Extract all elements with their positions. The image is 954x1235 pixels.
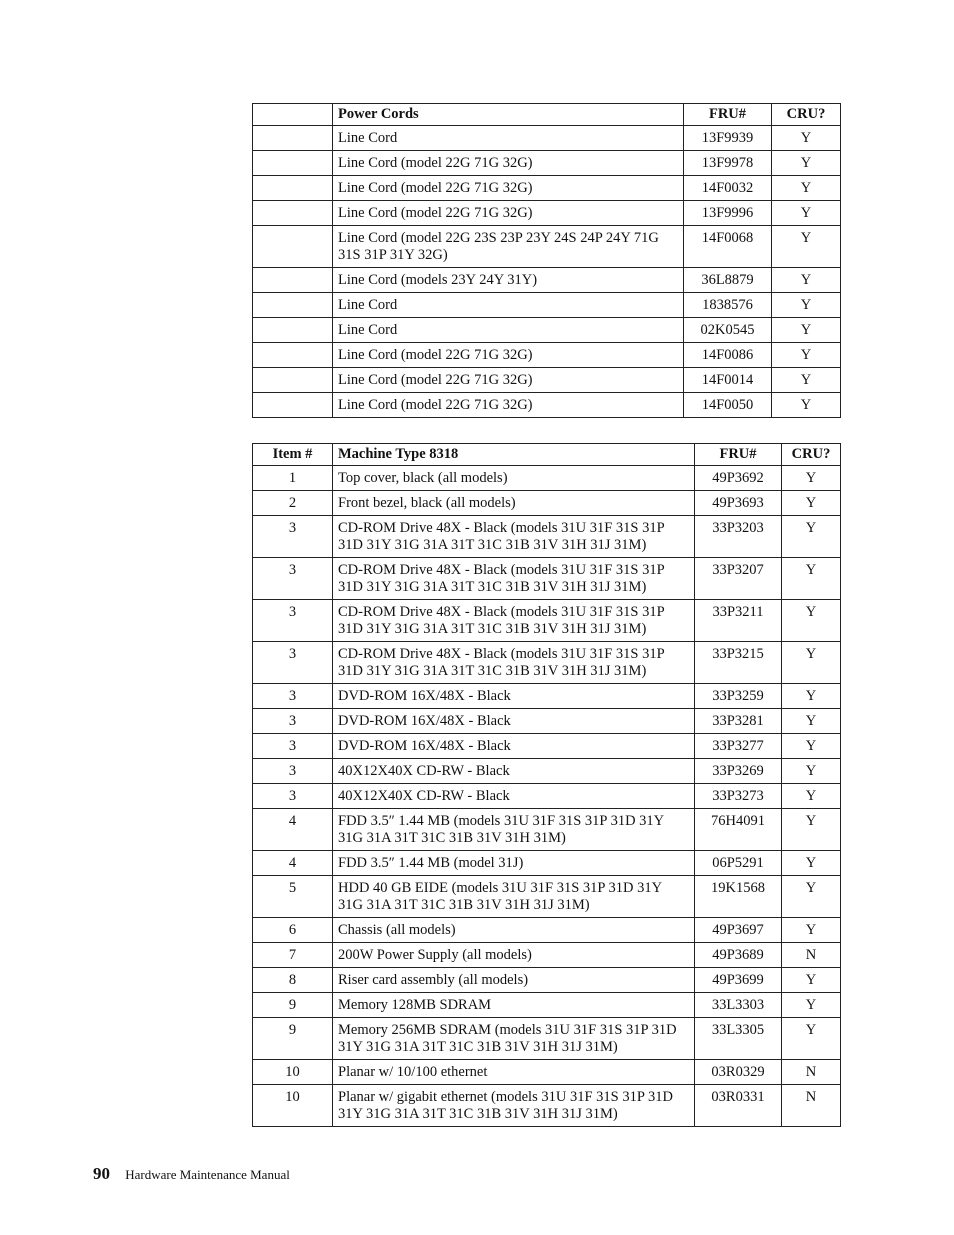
cell-description: 200W Power Supply (all models) <box>333 943 695 968</box>
cell-item <box>253 343 333 368</box>
cell-description: DVD-ROM 16X/48X - Black <box>333 734 695 759</box>
cell-cru: Y <box>782 968 841 993</box>
table-row <box>253 918 841 943</box>
power-cords-header-row <box>253 104 841 126</box>
cell-fru: 33P3203 <box>695 516 782 558</box>
cell-cru: Y <box>782 759 841 784</box>
cell-fru: 14F0014 <box>684 368 772 393</box>
page-footer <box>93 1164 290 1184</box>
table-row <box>253 734 841 759</box>
cell-item <box>253 176 333 201</box>
cell-item: 9 <box>253 1018 333 1060</box>
table-row <box>253 201 841 226</box>
page-number: 90 <box>93 1164 110 1183</box>
cell-fru: 13F9939 <box>684 126 772 151</box>
table-row <box>253 126 841 151</box>
header-item-number: Item # <box>253 444 333 466</box>
cell-fru: 33P3211 <box>695 600 782 642</box>
table-row <box>253 558 841 600</box>
cell-cru: Y <box>782 491 841 516</box>
cell-description: Planar w/ gigabit ethernet (models 31U 31F 31S 31P 31D 31Y 31G 31A 31T 31C 31B 31V 31H 31J 31M) <box>333 1085 695 1127</box>
machine-type-parts-table <box>252 443 841 1127</box>
cell-item <box>253 268 333 293</box>
cell-item: 3 <box>253 600 333 642</box>
cell-cru: Y <box>782 600 841 642</box>
power-cords-table <box>252 103 841 418</box>
cell-description: 40X12X40X CD-RW - Black <box>333 784 695 809</box>
table-row <box>253 1018 841 1060</box>
cell-cru: Y <box>772 318 841 343</box>
cell-cru: N <box>782 943 841 968</box>
cell-cru: Y <box>782 918 841 943</box>
cell-description: Line Cord <box>333 293 684 318</box>
table-row <box>253 968 841 993</box>
table-row <box>253 466 841 491</box>
cell-fru: 06P5291 <box>695 851 782 876</box>
table-row <box>253 393 841 418</box>
cell-cru: Y <box>772 126 841 151</box>
cell-cru: Y <box>782 516 841 558</box>
cell-description: CD-ROM Drive 48X - Black (models 31U 31F 31S 31P 31D 31Y 31G 31A 31T 31C 31B 31V 31H 31J 31M) <box>333 516 695 558</box>
table-row <box>253 993 841 1018</box>
cell-cru: Y <box>782 784 841 809</box>
cell-description: FDD 3.5″ 1.44 MB (models 31U 31F 31S 31P 31D 31Y 31G 31A 31T 31C 31B 31V 31H 31M) <box>333 809 695 851</box>
cell-fru: 49P3699 <box>695 968 782 993</box>
cell-description: Top cover, black (all models) <box>333 466 695 491</box>
cell-item: 1 <box>253 466 333 491</box>
header-item <box>253 104 333 126</box>
cell-description: Line Cord (model 22G 71G 32G) <box>333 343 684 368</box>
cell-item: 6 <box>253 918 333 943</box>
table-row <box>253 176 841 201</box>
cell-item <box>253 293 333 318</box>
cell-fru: 14F0086 <box>684 343 772 368</box>
cell-item: 3 <box>253 734 333 759</box>
cell-description: Planar w/ 10/100 ethernet <box>333 1060 695 1085</box>
table-row <box>253 1085 841 1127</box>
cell-description: Memory 128MB SDRAM <box>333 993 695 1018</box>
cell-item: 9 <box>253 993 333 1018</box>
cell-item: 8 <box>253 968 333 993</box>
cell-fru: 33P3277 <box>695 734 782 759</box>
cell-description: DVD-ROM 16X/48X - Black <box>333 684 695 709</box>
cell-description: Line Cord (models 23Y 24Y 31Y) <box>333 268 684 293</box>
table-row <box>253 784 841 809</box>
header-power-cords: Power Cords <box>333 104 684 126</box>
cell-fru: 13F9978 <box>684 151 772 176</box>
cell-description: Line Cord <box>333 126 684 151</box>
cell-item: 4 <box>253 851 333 876</box>
cell-cru: Y <box>772 201 841 226</box>
cell-item: 3 <box>253 516 333 558</box>
table-row <box>253 318 841 343</box>
table-row <box>253 516 841 558</box>
cell-item <box>253 318 333 343</box>
cell-fru: 33P3281 <box>695 709 782 734</box>
cell-cru: Y <box>772 176 841 201</box>
cell-description: Line Cord (model 22G 71G 32G) <box>333 368 684 393</box>
cell-item: 3 <box>253 759 333 784</box>
cell-description: Front bezel, black (all models) <box>333 491 695 516</box>
cell-cru: Y <box>782 558 841 600</box>
header-machine-type: Machine Type 8318 <box>333 444 695 466</box>
cell-cru: N <box>782 1060 841 1085</box>
table-row <box>253 851 841 876</box>
cell-cru: Y <box>782 851 841 876</box>
cell-description: DVD-ROM 16X/48X - Black <box>333 709 695 734</box>
table-row <box>253 943 841 968</box>
table-row <box>253 368 841 393</box>
table-row <box>253 709 841 734</box>
cell-cru: Y <box>772 151 841 176</box>
cell-fru: 49P3697 <box>695 918 782 943</box>
cell-item: 10 <box>253 1085 333 1127</box>
cell-cru: Y <box>782 993 841 1018</box>
header-fru: FRU# <box>695 444 782 466</box>
cell-fru: 33P3269 <box>695 759 782 784</box>
cell-fru: 02K0545 <box>684 318 772 343</box>
parts-header-row <box>253 444 841 466</box>
table-row <box>253 293 841 318</box>
cell-description: CD-ROM Drive 48X - Black (models 31U 31F 31S 31P 31D 31Y 31G 31A 31T 31C 31B 31V 31H 31J 31M) <box>333 600 695 642</box>
cell-fru: 03R0331 <box>695 1085 782 1127</box>
cell-fru: 49P3689 <box>695 943 782 968</box>
cell-item: 4 <box>253 809 333 851</box>
cell-description: Line Cord (model 22G 71G 32G) <box>333 201 684 226</box>
cell-description: Line Cord (model 22G 71G 32G) <box>333 393 684 418</box>
cell-cru: Y <box>782 466 841 491</box>
table-row <box>253 226 841 268</box>
cell-description: 40X12X40X CD-RW - Black <box>333 759 695 784</box>
cell-fru: 33P3273 <box>695 784 782 809</box>
cell-item: 2 <box>253 491 333 516</box>
cell-cru: Y <box>772 368 841 393</box>
cell-cru: Y <box>772 226 841 268</box>
cell-description: CD-ROM Drive 48X - Black (models 31U 31F 31S 31P 31D 31Y 31G 31A 31T 31C 31B 31V 31H 31J 31M) <box>333 558 695 600</box>
cell-cru: Y <box>782 809 841 851</box>
header-cru: CRU? <box>782 444 841 466</box>
cell-item: 3 <box>253 642 333 684</box>
cell-fru: 49P3693 <box>695 491 782 516</box>
manual-title: Hardware Maintenance Manual <box>125 1167 290 1182</box>
cell-item: 3 <box>253 709 333 734</box>
cell-fru: 03R0329 <box>695 1060 782 1085</box>
table-row <box>253 600 841 642</box>
cell-fru: 19K1568 <box>695 876 782 918</box>
cell-cru: Y <box>772 343 841 368</box>
cell-item: 5 <box>253 876 333 918</box>
cell-fru: 1838576 <box>684 293 772 318</box>
cell-description: Riser card assembly (all models) <box>333 968 695 993</box>
table-row <box>253 876 841 918</box>
cell-fru: 33L3303 <box>695 993 782 1018</box>
table-row <box>253 151 841 176</box>
cell-fru: 36L8879 <box>684 268 772 293</box>
cell-fru: 33L3305 <box>695 1018 782 1060</box>
cell-item: 10 <box>253 1060 333 1085</box>
cell-item <box>253 201 333 226</box>
cell-item <box>253 393 333 418</box>
cell-cru: Y <box>772 293 841 318</box>
cell-cru: Y <box>782 642 841 684</box>
cell-item: 3 <box>253 684 333 709</box>
table-row <box>253 343 841 368</box>
cell-cru: Y <box>772 268 841 293</box>
cell-item: 3 <box>253 558 333 600</box>
cell-description: Line Cord <box>333 318 684 343</box>
cell-description: HDD 40 GB EIDE (models 31U 31F 31S 31P 31D 31Y 31G 31A 31T 31C 31B 31V 31H 31J 31M) <box>333 876 695 918</box>
cell-item <box>253 226 333 268</box>
cell-fru: 13F9996 <box>684 201 772 226</box>
cell-cru: Y <box>782 709 841 734</box>
table-row <box>253 642 841 684</box>
cell-description: Line Cord (model 22G 71G 32G) <box>333 151 684 176</box>
cell-description: CD-ROM Drive 48X - Black (models 31U 31F 31S 31P 31D 31Y 31G 31A 31T 31C 31B 31V 31H 31J 31M) <box>333 642 695 684</box>
cell-cru: Y <box>782 1018 841 1060</box>
cell-fru: 14F0032 <box>684 176 772 201</box>
cell-cru: Y <box>782 734 841 759</box>
cell-item <box>253 126 333 151</box>
cell-description: Chassis (all models) <box>333 918 695 943</box>
cell-item: 3 <box>253 784 333 809</box>
cell-cru: N <box>782 1085 841 1127</box>
table-row <box>253 809 841 851</box>
cell-item <box>253 151 333 176</box>
cell-cru: Y <box>782 684 841 709</box>
cell-cru: Y <box>782 876 841 918</box>
header-fru: FRU# <box>684 104 772 126</box>
table-row <box>253 759 841 784</box>
cell-item <box>253 368 333 393</box>
table-row <box>253 268 841 293</box>
cell-description: Line Cord (model 22G 71G 32G) <box>333 176 684 201</box>
cell-fru: 14F0050 <box>684 393 772 418</box>
cell-fru: 14F0068 <box>684 226 772 268</box>
header-cru: CRU? <box>772 104 841 126</box>
cell-fru: 49P3692 <box>695 466 782 491</box>
cell-fru: 33P3207 <box>695 558 782 600</box>
cell-fru: 33P3259 <box>695 684 782 709</box>
cell-fru: 33P3215 <box>695 642 782 684</box>
table-row <box>253 1060 841 1085</box>
cell-cru: Y <box>772 393 841 418</box>
cell-description: Memory 256MB SDRAM (models 31U 31F 31S 31P 31D 31Y 31G 31A 31T 31C 31B 31V 31H 31J 31M) <box>333 1018 695 1060</box>
cell-description: FDD 3.5″ 1.44 MB (model 31J) <box>333 851 695 876</box>
cell-item: 7 <box>253 943 333 968</box>
table-row <box>253 684 841 709</box>
table-row <box>253 491 841 516</box>
cell-description: Line Cord (model 22G 23S 23P 23Y 24S 24P 24Y 71G 31S 31P 31Y 32G) <box>333 226 684 268</box>
cell-fru: 76H4091 <box>695 809 782 851</box>
